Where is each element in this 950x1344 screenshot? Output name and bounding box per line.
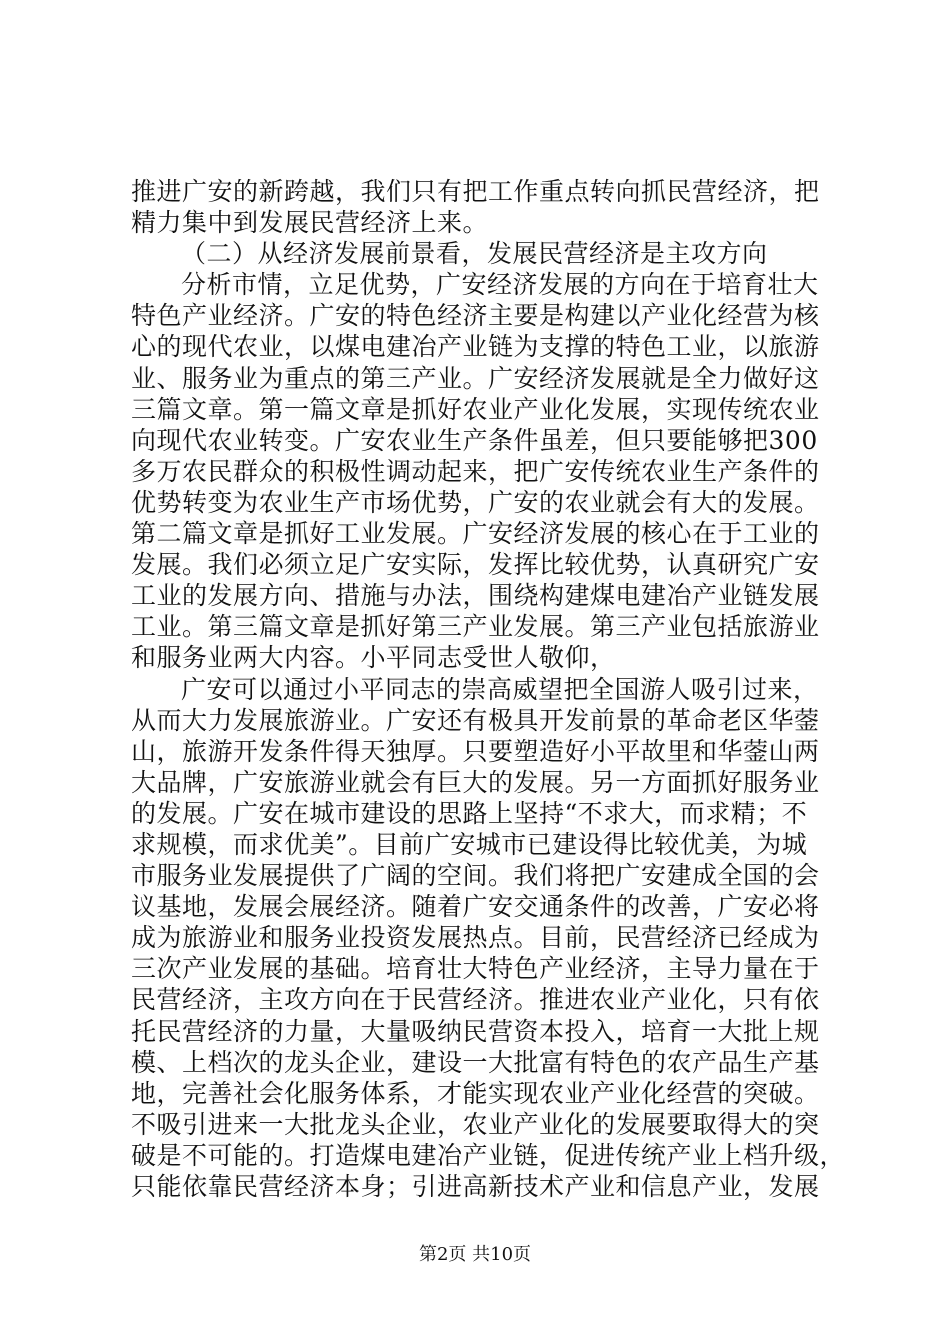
text-line: （二）从经济发展前景看，发展民营经济是主攻方向 [181, 239, 768, 269]
text-line: 的发展。广安在城市建设的思路上坚持“不求大，而求精；不 [131, 798, 808, 828]
text-line: 业、服务业为重点的第三产业。广安经济发展就是全力做好这 [131, 363, 820, 393]
text-line: 多万农民群众的积极性调动起来，把广安传统农业生产条件的 [131, 456, 820, 486]
text-line: 优势转变为农业生产市场优势，广安的农业就会有大的发展。 [131, 487, 820, 517]
text-line: 求规模，而求优美”。目前广安城市已建设得比较优美，为城 [131, 829, 808, 859]
text-line: 地，完善社会化服务体系，才能实现农业产业化经营的突破。 [131, 1078, 820, 1108]
text-line: 成为旅游业和服务业投资发展热点。目前，民营经济已经成为 [131, 923, 820, 953]
text-line: 工业的发展方向、措施与办法，围绕构建煤电建冶产业链发展 [131, 581, 820, 611]
body-text [131, 176, 846, 1202]
text-line: 民营经济，主攻方向在于民营经济。推进农业产业化，只有依 [131, 985, 820, 1015]
text-line: 三篇文章。第一篇文章是抓好农业产业化发展，实现传统农业 [131, 394, 820, 424]
text-line: 精力集中到发展民营经济上来。 [131, 208, 489, 238]
text-line: 山，旅游开发条件得天独厚。只要塑造好小平故里和华蓥山两 [131, 736, 820, 766]
text-line: 分析市情，立足优势，广安经济发展的方向在于培育壮大 [181, 270, 819, 300]
text-line: 工业。第三篇文章是抓好第三产业发展。第三产业包括旅游业 [131, 612, 820, 642]
text-line: 大品牌，广安旅游业就会有巨大的发展。另一方面抓好服务业 [131, 767, 820, 797]
text-line: 不吸引进来一大批龙头企业，农业产业化的发展要取得大的突 [131, 1109, 820, 1139]
text-line: 从而大力发展旅游业。广安还有极具开发前景的革命老区华蓥 [131, 705, 820, 735]
text-line: 广安可以通过小平同志的崇高威望把全国游人吸引过来， [181, 674, 819, 704]
text-line: 市服务业发展提供了广阔的空间。我们将把广安建成全国的会 [131, 861, 820, 891]
text-line: 议基地，发展会展经济。随着广安交通条件的改善，广安必将 [131, 892, 820, 922]
text-line: 第二篇文章是抓好工业发展。广安经济发展的核心在于工业的 [131, 519, 820, 549]
text-line: 推进广安的新跨越，我们只有把工作重点转向抓民营经济，把 [131, 177, 820, 206]
text-line: 只能依靠民营经济本身；引进高新技术产业和信息产业，发展 [131, 1172, 820, 1201]
text-line: 三次产业发展的基础。培育壮大特色产业经济，主导力量在于 [131, 954, 820, 984]
page-number-footer: 第2页 共10页 [418, 1244, 532, 1265]
text-line: 和服务业两大内容。小平同志受世人敬仰， [131, 643, 616, 673]
text-line: 心的现代农业，以煤电建冶产业链为支撑的特色工业，以旅游 [131, 332, 820, 362]
text-line: 模、上档次的龙头企业，建设一大批富有特色的农产品生产基 [131, 1047, 820, 1077]
text-line: 破是不可能的。打造煤电建冶产业链，促进传统产业上档升级， [131, 1140, 846, 1170]
text-line: 特色产业经济。广安的特色经济主要是构建以产业化经营为核 [131, 301, 820, 331]
text-line: 发展。我们必须立足广安实际，发挥比较优势，认真研究广安 [131, 550, 820, 580]
text-line: 向现代农业转变。广安农业生产条件虽差，但只要能够把300 [131, 425, 818, 455]
text-line: 托民营经济的力量，大量吸纳民营资本投入，培育一大批上规 [131, 1016, 820, 1046]
